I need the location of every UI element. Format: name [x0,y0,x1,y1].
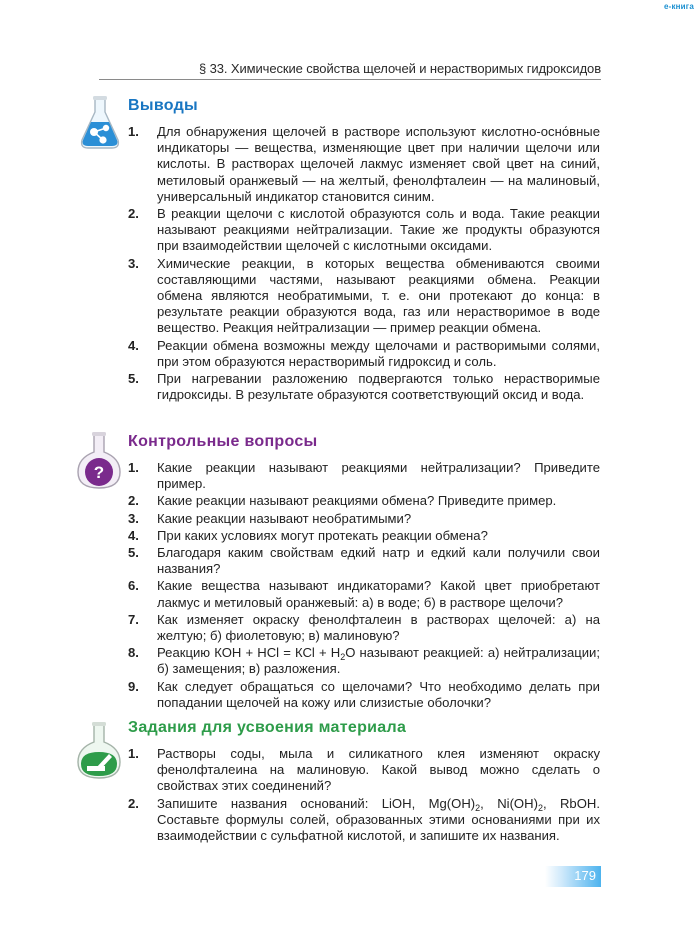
list-item [128,206,600,255]
section-title-conclusions: Выводы [128,97,199,114]
question-mark-glyph: ? [93,463,105,482]
list-item [128,746,600,795]
item-text: Реакцию КОН + НСl = КСl + $Н_2О$ называют реакцией: а) нейтрализации; б) замещения; в) разложения. [157,645,600,677]
item-text: При каких условиях могут протекать реакции обмена? [157,527,488,543]
list-item [128,545,600,577]
list-item [128,493,600,509]
list-item [128,371,600,403]
item-text: Растворы соды, мыла и силикатного клея изменяют окраску фенолфталеина на малиновую. Какой вывод можно сделать о свойствах этих соединений? [157,746,600,794]
flask-pencil-icon [75,722,123,780]
item-number: 3. [128,255,139,271]
running-header: § 33. Химические свойства щелочей и нерастворимых гидроксидов [199,61,601,76]
item-text: Реакции обмена возможны между щелочами и растворимыми солями, при этом образуются нерастворимый гидроксид и соль. [157,337,600,369]
section-title-tasks: Задания для усвоения материала [128,719,407,736]
item-text: Какие реакции называют реакциями нейтрализации? Приведите пример. [157,460,600,492]
item-number: 7. [128,611,139,627]
item-text: Какие реакции называют необратимыми? [157,510,412,526]
list-item [128,612,600,644]
list-item [128,679,600,711]
item-number: 1. [128,460,139,475]
flask-molecule-icon [78,96,122,150]
list-item [128,460,600,492]
flask-question-icon [75,432,123,490]
item-text: Как следует обращаться со щелочами? Что необходимо делать при попадании щелочей на кожу или слизистые оболочки? [157,678,600,710]
tasks-list [128,746,600,845]
item-number: 5. [128,545,139,561]
item-text: При нагревании разложению подвергаются только нерастворимые гидроксиды. В результате образуются соответствующий оксид и вода. [157,371,600,403]
item-number: 2. [128,795,139,811]
list-item [128,528,600,544]
item-number: 1. [128,746,139,761]
item-text: Запишите названия оснований: LiOH, $Mg(OH)_2$, $Ni(OH)_2$, RbOH. Составьте формулы солей, образованных этими основаниями при их взаимодействии с сульфатной кислотой, и запишите их названия. [157,795,600,844]
item-text: Как изменяет окраску фенолфталеин в растворах щелочей: а) на желтую; б) фиолетовую; в) малиновую? [157,611,600,644]
item-text: Для обнаружения щелочей в растворе используют кислотно-осно́вные индикаторы — вещества, изменяющие цвет при наличии щелочи или кислоты. В растворах щелочей лакмус изменяет свой цвет на синий, метиловый оранжевый — на желтый, фенолфталеин — на малиновый, универсальный индикатор становится синим. [157,124,600,204]
item-text: Какие реакции называют реакциями обмена? Приведите пример. [157,493,557,509]
conclusions-list [128,124,600,404]
item-number: 9. [128,678,139,694]
item-number: 4. [128,337,139,353]
list-item [128,338,600,370]
list-item [128,124,600,205]
item-text: Благодаря каким свойствам едкий натр и едкий кали получили свои названия? [157,545,600,577]
publisher-logo: e-книга [663,2,694,11]
item-number: 3. [128,510,139,526]
item-number: 8. [128,645,139,661]
item-text: Химические реакции, в которых вещества обмениваются своими составляющими частями, называют реакциями обмена. Реакции обмена являются необратимыми, т. е. они протекают до конца: в результате реакции образуются вода, газ или нерастворимое в воде вещество. Реакция нейтрализации — пример реакции обмена. [157,255,600,336]
list-item [128,645,600,677]
item-number: 1. [128,124,139,139]
item-number: 5. [128,371,139,387]
item-number: 4. [128,527,139,543]
item-text: Какие вещества называют индикаторами? Какой цвет приобретают лакмус и метиловый оранжевый: а) в воде; б) в растворе щелочи? [157,578,600,610]
item-number: 2. [128,493,139,509]
list-item [128,511,600,527]
questions-list [128,460,600,712]
list-item [128,256,600,337]
item-text: В реакции щелочи с кислотой образуются соль и вода. Такие реакции называют реакциями нейтрализации. Такие же продукты образуются при взаимодействии щелочей с кислотными оксидами. [157,206,600,254]
list-item [128,796,600,845]
section-title-questions: Контрольные вопросы [128,433,318,450]
list-item [128,578,600,610]
header-rule [99,79,601,80]
item-number: 6. [128,578,139,594]
page-number: 179 [574,868,596,883]
item-number: 2. [128,206,139,222]
